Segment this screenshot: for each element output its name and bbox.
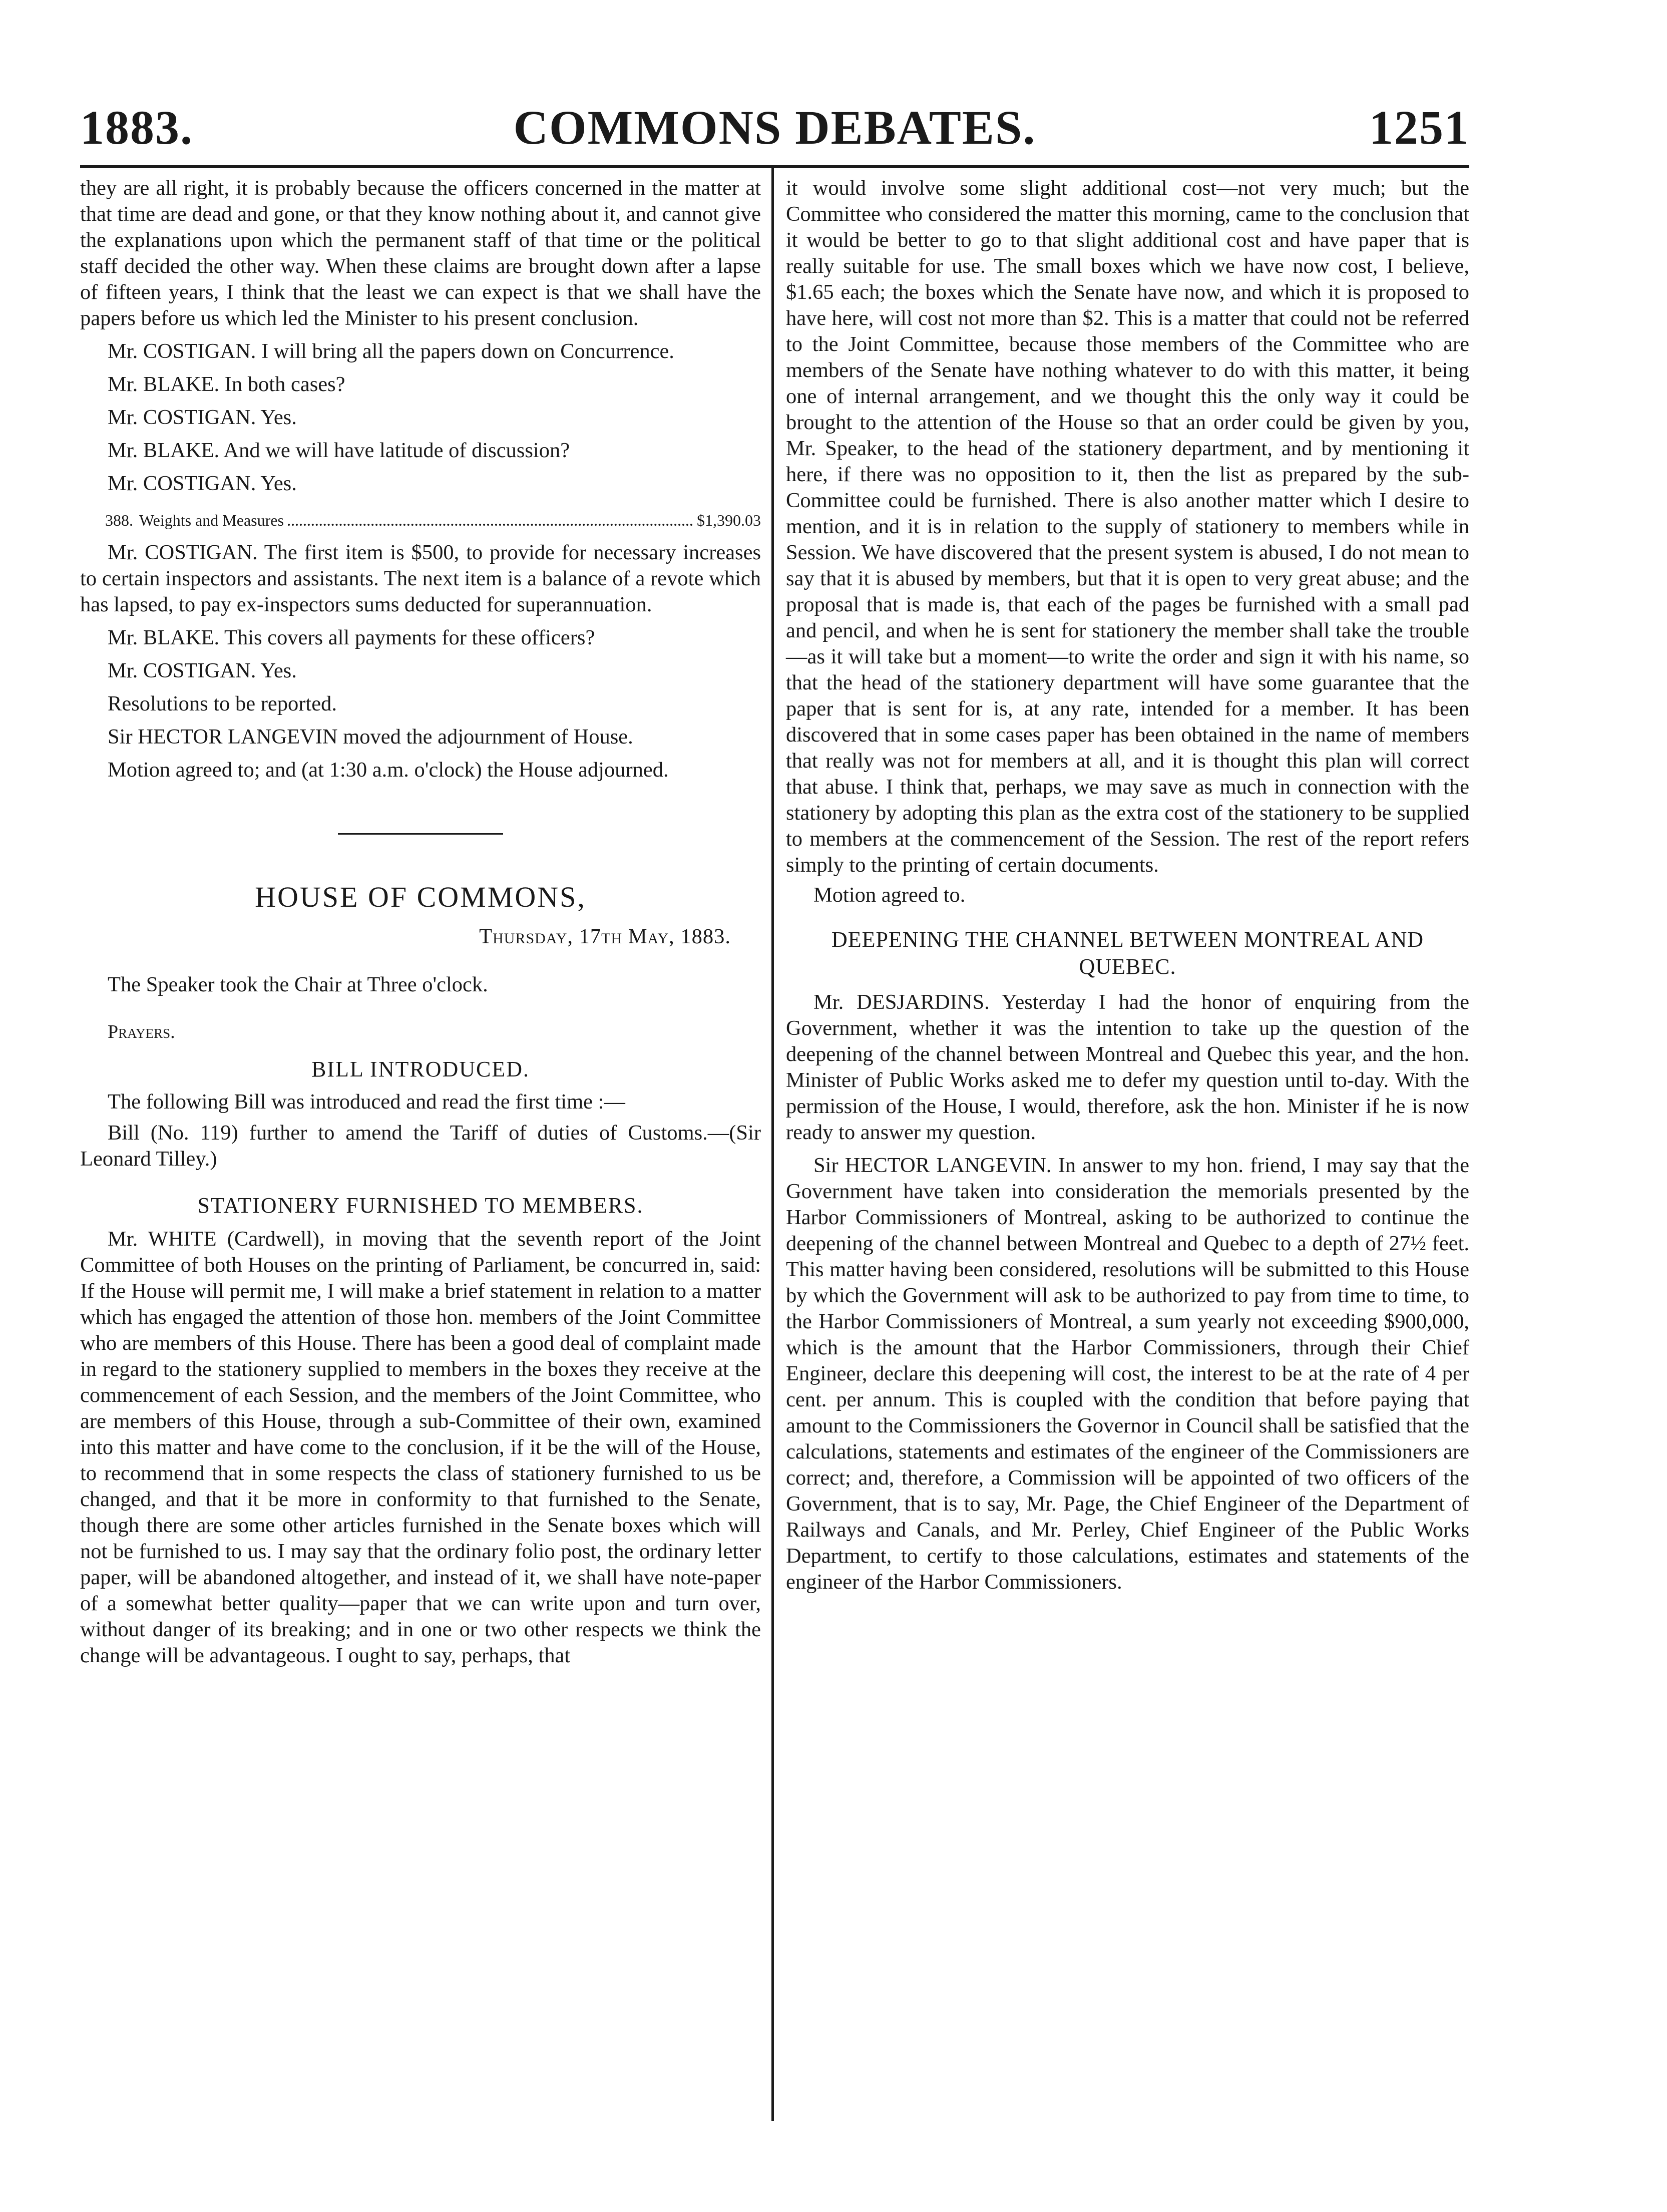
speech-costigan-5: Mr. COSTIGAN. Yes. <box>108 659 297 682</box>
bill-intro-text: The following Bill was introduced and read the first time :— <box>108 1090 625 1114</box>
speech-costigan-1: Mr. COSTIGAN. I will bring all the papers down on Concurrence. <box>108 339 674 363</box>
channel-heading: DEEPENING THE CHANNEL BETWEEN MONTREAL AND QUEBEC. <box>831 927 1424 979</box>
session-date: Thursday, 17th May, 1883. <box>479 925 731 948</box>
langevin-adjournment: Sir HECTOR LANGEVIN moved the adjournment of House. <box>108 725 633 749</box>
bill-introduced-heading: BILL INTRODUCED. <box>311 1057 530 1081</box>
white-speech: Mr. WHITE (Cardwell), in moving that the seventh report of the Joint Committee of both Houses on the printing of Parliament, be concurred in, said: If the House will permit me, I will make a brief statement in relation to a matter which has engaged the attention of those hon. members of the Joint Committee who are members of this House. There has been a good deal of complaint made in regard to the stationery supplied to members in the boxes they receive at the commencement of each Session, and the members of the Joint Committee, who are members of this House, through a sub-Committee of their own, examined into this matter and have come to the conclusion, if it be the will of the House, to recommend that in some respects the class of stationery furnished to us be changed, and that it be more in conformity to that furnished to the Senate, though there are some other articles furnished in the Senate boxes which will not be furnished to us. I may say that the ordinary folio post, the ordinary letter paper, will be abandoned altogether, and instead of it, we shall have note-paper of a somewhat better quality—paper that we can write upon and turn over, without danger of its breaking; and in one or two other respects we think the change will be advantageous. I ought to say, perhaps, that <box>80 1227 761 1667</box>
prayers-label: Prayers. <box>108 1021 175 1042</box>
section-divider <box>338 833 503 835</box>
item-text: Weights and Measures <box>139 511 284 529</box>
page-number: 1251 <box>1369 101 1469 154</box>
white-speech-continued: it would involve some slight additional cost—not very much; but the Committee who considered the matter this morning, came to the conclusion that it would be better to go to that slight additional cost and have paper that is really suitable for use. The small boxes which we have now cost, I believe, $1.65 each; the boxes which the Senate have now, and which it is proposed to have here, will cost not more than $2. This is a matter that could not be referred to the Joint Committee, because those members of the Committee who are members of the Senate have nothing whatever to do with this matter, it being one of internal arrangement, and we thought this the only way it could be brought to the attention of the House so that an order could be given by you, Mr. Speaker, to the head of the stationery department, and by mentioning it here, if there was no opposition to it, then the list as prepared by the sub-Committee could be furnished. There is also another matter which I desire to mention, and it is in relation to the supply of stationery to members while in Session. We have discovered that the present system is abused, I do not mean to say that it is abused by members, but that it is open to very great abuse; and the proposal that is made is, that each of the pages be furnished with a small pad and pencil, and when he is sent for stationery the member shall take the trouble—as it will take but a moment—to write the order and sign it with his name, so that the head of the stationery department will have some guarantee that the paper that is sent for is, at any rate, intended for a member. It has been discovered that in some cases paper has been obtained in the name of members that really was not for members at all, and it is thought this plan will correct that abuse. I think that, perhaps, we may save as much in connection with the stationery by adopting this plan as the extra cost of the stationery to be supplied to members at the commencement of the Session. The rest of the report refers simply to the printing of certain documents. <box>786 176 1469 877</box>
speech-blake-3: Mr. BLAKE. This covers all payments for these officers? <box>108 626 595 649</box>
header-year: 1883. <box>80 101 193 154</box>
header-rule <box>80 165 1469 168</box>
desjardins-question: Mr. DESJARDINS. Yesterday I had the honor of enquiring from the Government, whether it was the intention to take up the question of the deepening of the channel between Montreal and Quebec this year, and the hon. Minister of Public Works asked me to defer my question until to-day. With the permission of the House, I would, therefore, ask the hon. Minister if he is now ready to answer my question. <box>786 990 1469 1144</box>
house-of-commons-title: HOUSE OF COMMONS, <box>255 881 586 913</box>
page-header <box>80 98 1469 163</box>
column-divider <box>771 168 774 2121</box>
speaker-took-chair: The Speaker took the Chair at Three o'clock. <box>108 973 488 996</box>
speech-costigan-4: Mr. COSTIGAN. The first item is $500, to provide for necessary increases to certain inspectors and assistants. The next item is a balance of a revote which has lapsed, to pay ex-inspectors sums deducted for superannuation. <box>80 541 761 616</box>
opening-paragraph: they are all right, it is probably because the officers concerned in the matter at that time are dead and gone, or that they know nothing about it, and cannot give the explanations upon which the permanent staff of that time or the political staff decided the other way. When these claims are brought down after a lapse of fifteen years, I think that the least we can expect is that we shall have the papers before us which led the Minister to his present conclusion. <box>80 176 761 330</box>
stationery-heading: STATIONERY FURNISHED TO MEMBERS. <box>197 1193 644 1218</box>
speech-costigan-3: Mr. COSTIGAN. Yes. <box>108 472 297 495</box>
publication-title: COMMONS DEBATES. <box>513 101 1036 154</box>
speech-costigan-2: Mr. COSTIGAN. Yes. <box>108 406 297 429</box>
item-leader-dots <box>288 508 693 526</box>
motion-agreed: Motion agreed to. <box>813 883 966 907</box>
motion-adjourned: Motion agreed to; and (at 1:30 a.m. o'clock) the House adjourned. <box>108 758 669 782</box>
resolutions-reported: Resolutions to be reported. <box>108 692 337 715</box>
langevin-answer: Sir HECTOR LANGEVIN. In answer to my hon. friend, I may say that the Government have taken into consideration the memorials presented by the Harbor Commissioners of Montreal, asking to be authorized to continue the deepening of the channel between Montreal and Quebec to a depth of 27½ feet. This matter having been considered, resolutions will be submitted to this House by which the Government will ask to be authorized to pay from time to time, to the Harbor Commissioners of Montreal, a sum yearly not exceeding $900,000, which is the amount that the Harbor Commissioners, through their Chief Engineer, declare this deepening will cost, the interest to be at the rate of 4 per cent. per annum. This is coupled with the condition that before paying that amount to the Commissioners the Governor in Council shall be satisfied that the calculations, statements and estimates of the engineer of the Commissioners are correct; and, therefore, a Commission will be appointed of two officers of the Government, that is to say, Mr. Page, the Chief Engineer of the Department of Railways and Canals, and Mr. Perley, Chief Engineer of the Public Works Department, to certify to those calculations, estimates and statements of the engineer of the Harbor Commissioners. <box>786 1154 1469 1594</box>
right-column <box>786 175 1469 1595</box>
speech-blake-1: Mr. BLAKE. In both cases? <box>108 373 345 396</box>
left-column <box>80 175 761 1669</box>
speech-blake-2: Mr. BLAKE. And we will have latitude of discussion? <box>108 439 570 462</box>
item-amount: $1,390.03 <box>697 511 761 529</box>
item-number: 388. <box>105 511 133 529</box>
estimate-item <box>80 508 761 533</box>
bill-119-text: Bill (No. 119) further to amend the Tariff of duties of Customs.—(Sir Leonard Tilley.) <box>80 1121 761 1171</box>
